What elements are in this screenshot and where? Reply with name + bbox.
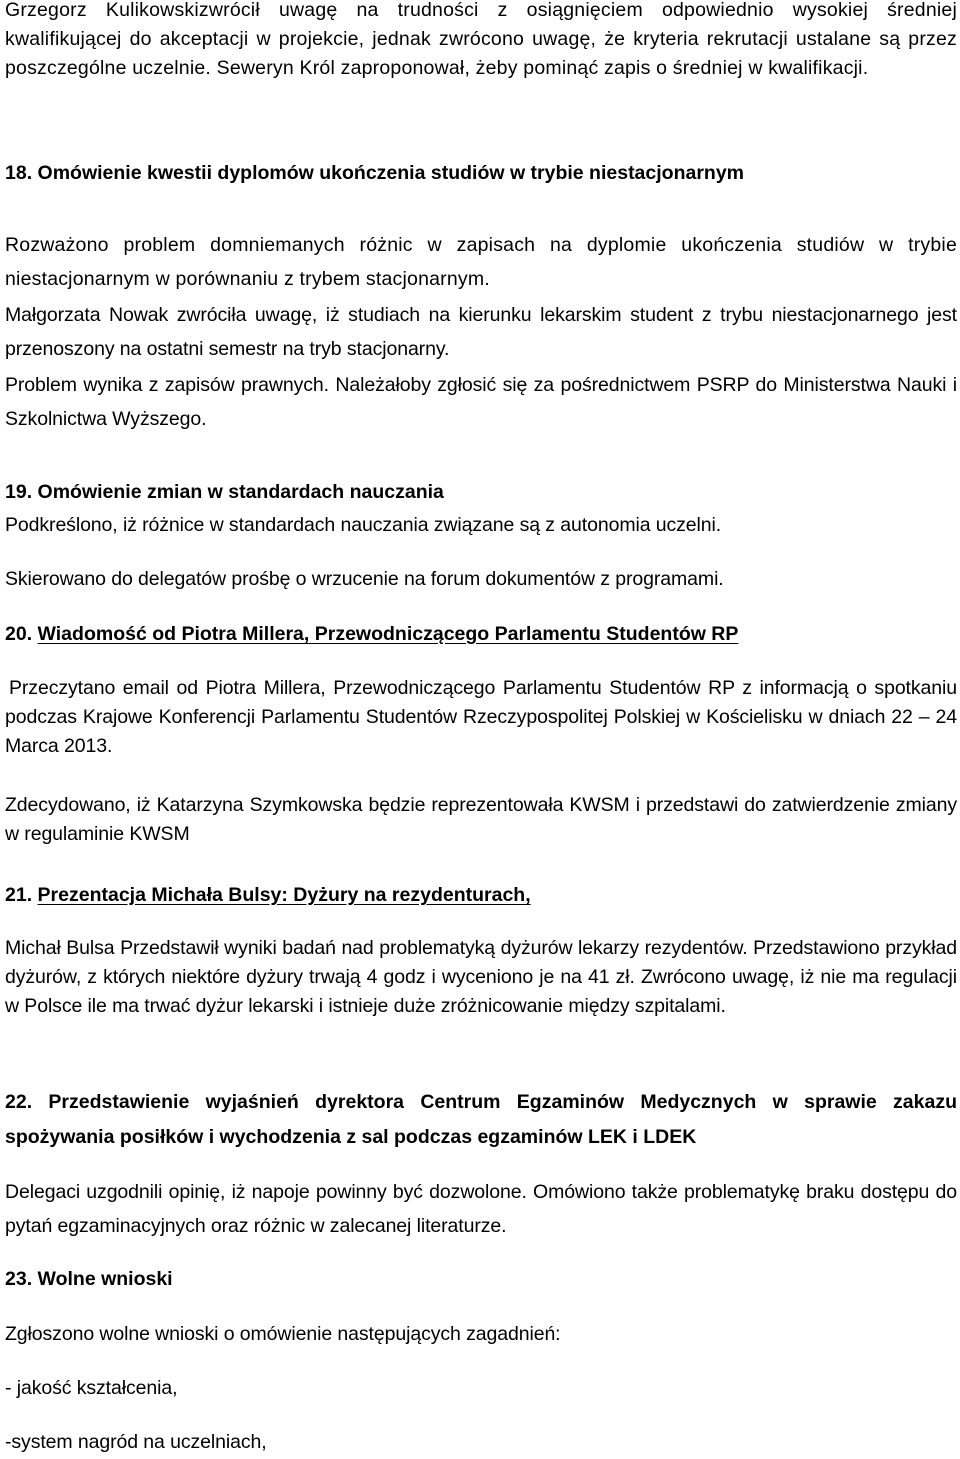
section-22-number: 22. bbox=[5, 1091, 33, 1113]
section-23-heading bbox=[5, 1262, 957, 1296]
section-22-heading bbox=[5, 1085, 957, 1155]
section-23-number: 23. bbox=[5, 1268, 33, 1290]
section-21-number: 21. bbox=[5, 884, 33, 906]
section-19-title: Omówienie zmian w standardach nauczania bbox=[37, 481, 444, 503]
section-18-heading bbox=[5, 156, 957, 190]
section-20-heading bbox=[5, 617, 957, 651]
section-19-paragraph-1: Podkreślono, iż różnice w standardach nauczania związane są z autonomia uczelni. bbox=[5, 514, 722, 536]
section-23-title: Wolne wnioski bbox=[37, 1268, 173, 1290]
section-21-title: Prezentacja Michała Bulsy: Dyżury na rezydenturach, bbox=[37, 884, 531, 906]
list-item: -system nagród na uczelniach, bbox=[5, 1431, 267, 1453]
section-18-paragraph-1: Rozważono problem domniemanych różnic w zapisach na dyplomie ukończenia studiów w trybie niestacjonarnym w porównaniu z trybem stacjonarnym. bbox=[5, 234, 957, 290]
section-18-title: Omówienie kwestii dyplomów ukończenia studiów w trybie niestacjonarnym bbox=[37, 162, 745, 184]
section-23-paragraph-1: Zgłoszono wolne wnioski o omówienie następujących zagadnień: bbox=[5, 1323, 561, 1345]
section-20-paragraph-1: Przeczytano email od Piotra Millera, Przewodniczącego Parlamentu Studentów RP z informacją o spotkaniu podczas Krajowe Konferencji Parlamentu Studentów Rzeczypospolitej Polskiej w Kościelisku w dniach 22 – 24 Marca 2013. bbox=[5, 677, 957, 757]
list-item: - jakość kształcenia, bbox=[5, 1377, 178, 1399]
section-20-paragraph-2: Zdecydowano, iż Katarzyna Szymkowska będzie reprezentowała KWSM i przedstawi do zatwierdzenie zmiany w regulaminie KWSM bbox=[5, 794, 957, 845]
section-18-number: 18. bbox=[5, 162, 33, 184]
section-18-paragraph-3: Problem wynika z zapisów prawnych. Należałoby zgłosić się za pośrednictwem PSRP do Ministerstwa Nauki i Szkolnictwa Wyższego. bbox=[5, 374, 957, 430]
section-22-title: Przedstawienie wyjaśnień dyrektora Centrum Egzaminów Medycznych w sprawie zakazu spożywania posiłków i wychodzenia z sal podczas egzaminów LEK i LDEK bbox=[5, 1091, 957, 1148]
section-21-paragraph-1: Michał Bulsa Przedstawił wyniki badań nad problematyką dyżurów lekarzy rezydentów. Przedstawiono przykład dyżurów, z których niektóre dyżury trwają 4 godz i wyceniono je na 41 zł. Zwrócono uwagę, iż nie ma regulacji w Polsce ile ma trwać dyżur lekarski i istnieje duże zróżnicowanie między szpitalami. bbox=[5, 937, 957, 1017]
section-22-paragraph-1: Delegaci uzgodnili opinię, iż napoje powinny być dozwolone. Omówiono także problematykę braku dostępu do pytań egzaminacyjnych oraz różnic w zalecanej literaturze. bbox=[5, 1181, 957, 1237]
section-20-title: Wiadomość od Piotra Millera, Przewodniczącego Parlamentu Studentów RP bbox=[37, 623, 739, 645]
section-18-paragraph-2: Małgorzata Nowak zwróciła uwagę, iż studiach na kierunku lekarskim student z trybu niestacjonarnego jest przenoszony na ostatni semestr na tryb stacjonarny. bbox=[5, 304, 957, 360]
section-21-heading bbox=[5, 878, 957, 912]
section-19-paragraph-2: Skierowano do delegatów prośbę o wrzucenie na forum dokumentów z programami. bbox=[5, 568, 724, 590]
intro-paragraph: Grzegorz Kulikowskizwrócił uwagę na trudności z osiągnięciem odpowiednio wysokiej średniej kwalifikującej do akceptacji w projekcie, jednak zwrócono uwagę, że kryteria rekrutacji ustalane są przez poszczególne uczelnie. Seweryn Król zaproponował, żeby pominąć zapis o średniej w kwalifikacji. bbox=[5, 0, 957, 79]
section-19-heading bbox=[5, 475, 957, 509]
section-19-number: 19. bbox=[5, 481, 33, 503]
section-20-number: 20. bbox=[5, 623, 33, 645]
